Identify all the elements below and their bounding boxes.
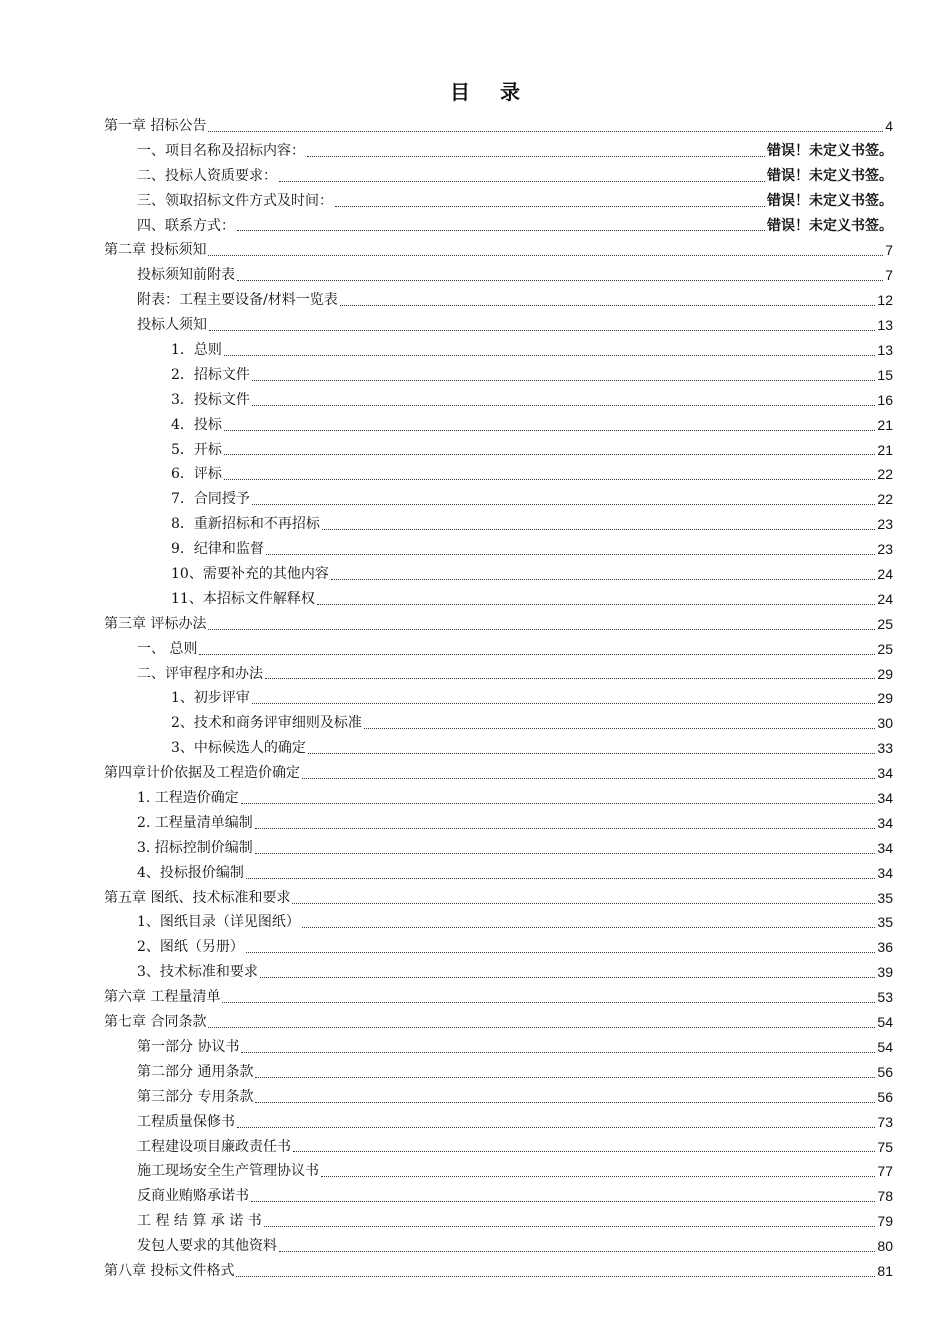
toc-page-number: 13 [877,342,893,358]
toc-entry-text: 工 程 结 算 承 诺 书 [137,1213,262,1230]
toc-leader-dots [246,952,876,953]
toc-leader-dots [322,529,876,530]
toc-entry-text: 第一部分 协议书 [137,1038,240,1055]
toc-page-number: 53 [877,989,893,1006]
toc-entry-text: 6．评标 [171,466,222,483]
toc-page-number: 79 [877,1213,893,1230]
toc-leader-dots [321,1176,875,1177]
toc-entry-text: 8．重新招标和不再招标 [171,516,320,533]
toc-entry-text: 第二章 投标须知 [104,242,207,259]
toc-leader-dots [307,156,765,157]
toc-entry-text: 工程质量保修书 [137,1113,235,1130]
toc-leader-dots [224,479,876,480]
toc-page-number: 24 [877,590,893,607]
toc-page-number: 36 [877,939,893,956]
toc-page-number: 34 [877,790,893,807]
toc-entry-text: 一、 总则 [137,640,198,657]
toc-entry[interactable] [104,686,893,711]
toc-entry-text: 2、图纸（另册） [137,939,244,956]
toc-leader-dots [208,1027,875,1028]
toc-entry[interactable] [104,537,893,562]
toc-entry[interactable] [104,1110,893,1135]
toc-leader-dots [293,1151,875,1152]
toc-entry-text: 第四章计价依据及工程造价确定 [104,765,300,782]
toc-entry[interactable] [104,189,893,214]
toc-page-number: 4 [885,117,893,134]
toc-entry[interactable] [104,214,893,239]
toc-leader-dots [237,280,883,281]
toc-entry-text: 9．纪律和监督 [171,541,264,558]
toc-entry-text: 1. 工程造价确定 [137,790,239,807]
toc-entry-text: 3. 招标控制价编制 [137,839,253,856]
toc-page-number: 22 [877,491,893,508]
toc-entry[interactable] [104,288,893,313]
toc-page-number: 56 [877,1063,893,1080]
toc-entry-text: 3．投标文件 [171,391,250,408]
toc-entry[interactable] [104,363,893,388]
toc-entry-text: 投标须知前附表 [137,267,235,284]
toc-entry[interactable] [104,836,893,861]
toc-entry[interactable] [104,1010,893,1035]
toc-entry-text: 7．合同授予 [171,491,250,508]
toc-page-number: 错误！未定义书签。 [767,167,893,184]
toc-entry[interactable] [104,487,893,512]
toc-entry[interactable] [104,612,893,637]
toc-entry-text: 投标人须知 [137,317,207,334]
toc-entry[interactable] [104,736,893,761]
toc-leader-dots [302,778,875,779]
toc-entry-text: 二、评审程序和办法 [137,665,263,682]
toc-page-number: 33 [877,740,893,757]
toc-entry-text: 3、中标候选人的确定 [171,740,306,757]
toc-leader-dots [279,1251,875,1252]
toc-leader-dots [340,305,876,306]
toc-page-number: 34 [877,864,893,881]
toc-entry[interactable] [104,1135,893,1160]
toc-entry-text: 发包人要求的其他资料 [137,1238,277,1255]
toc-page-number: 35 [877,914,893,931]
toc-leader-dots [237,1127,875,1128]
toc-leader-dots [255,1077,875,1078]
toc-entry[interactable] [104,238,893,263]
toc-page-number: 78 [877,1188,893,1205]
toc-leader-dots [222,1002,875,1003]
toc-leader-dots [279,181,765,182]
toc-entry-text: 第一章 招标公告 [104,117,207,134]
toc-page-number: 22 [877,466,893,483]
toc-leader-dots [302,927,876,928]
toc-leader-dots [208,255,883,256]
toc-page-number: 错误！未定义书签。 [767,142,893,159]
toc-page-number: 56 [877,1088,893,1105]
toc-entry[interactable] [104,786,893,811]
toc-page-number: 错误！未定义书签。 [767,217,893,234]
toc-entry-text: 3、技术标准和要求 [137,964,258,981]
toc-page-number: 7 [885,267,893,284]
toc-leader-dots [224,430,876,431]
toc-entry-text: 第七章 合同条款 [104,1014,207,1031]
toc-entry-text: 1、初步评审 [171,690,250,707]
toc-entry-text: 1．总则 [171,342,222,358]
toc-entry[interactable] [104,662,893,687]
toc-entry[interactable] [104,562,893,587]
toc-leader-dots [255,828,876,829]
toc-leader-dots [292,903,875,904]
toc-page-number: 34 [877,814,893,831]
toc-page-number: 54 [877,1038,893,1055]
toc-entry[interactable] [104,935,893,960]
toc-leader-dots [246,878,876,879]
toc-page-number: 12 [877,292,893,309]
toc-page-number: 30 [877,715,893,732]
toc-page-number: 54 [877,1014,893,1031]
toc-leader-dots [241,1052,875,1053]
toc-page-number: 39 [877,964,893,981]
toc-entry[interactable] [104,1060,893,1085]
toc-page-number: 23 [877,516,893,533]
toc-entry[interactable] [104,263,893,288]
toc-page-number: 35 [877,889,893,906]
toc-entry-text: 第二部分 通用条款 [137,1063,254,1080]
toc-entry-text: 第三章 评标办法 [104,615,207,632]
toc-leader-dots [252,703,876,704]
toc-entry-text: 2. 工程量清单编制 [137,814,253,831]
toc-entry[interactable] [104,139,893,164]
toc-page-number: 73 [877,1113,893,1130]
table-of-contents [104,114,893,1284]
toc-page-number: 错误！未定义书签。 [767,192,893,209]
toc-entry[interactable] [104,637,893,662]
toc-page-number: 75 [877,1138,893,1155]
toc-leader-dots [224,454,876,455]
toc-entry-text: 反商业贿赂承诺书 [137,1188,249,1205]
toc-leader-dots [331,579,876,580]
toc-leader-dots [252,405,876,406]
toc-page-number: 29 [877,690,893,707]
toc-entry-text: 三、领取招标文件方式及时间： [137,192,333,209]
toc-leader-dots [208,131,883,132]
toc-entry[interactable] [104,886,893,911]
toc-leader-dots [237,230,765,231]
toc-entry[interactable] [104,1159,893,1184]
toc-page-number: 29 [877,665,893,682]
toc-entry-text: 一、项目名称及招标内容： [137,142,305,159]
toc-entry-text: 施工现场安全生产管理协议书 [137,1163,319,1180]
toc-page-number: 24 [877,566,893,583]
toc-entry[interactable] [104,1209,893,1234]
toc-entry-text: 4．投标 [171,416,222,433]
toc-page-number: 34 [877,839,893,856]
toc-entry[interactable] [104,587,893,612]
toc-entry-text: 11、本招标文件解释权 [171,590,315,607]
toc-entry[interactable] [104,1259,893,1284]
toc-entry[interactable] [104,1085,893,1110]
toc-page-number: 16 [877,391,893,408]
toc-entry-text: 第三部分 专用条款 [137,1088,254,1105]
toc-entry[interactable] [104,761,893,786]
toc-leader-dots [260,977,876,978]
toc-entry[interactable] [104,1184,893,1209]
toc-leader-dots [317,604,876,605]
toc-leader-dots [252,504,876,505]
toc-leader-dots [199,654,875,655]
toc-entry-text: 第六章 工程量清单 [104,989,221,1006]
toc-entry[interactable] [104,462,893,487]
toc-leader-dots [255,1102,875,1103]
toc-entry-text: 四、联系方式： [137,217,235,234]
toc-entry[interactable] [104,711,893,736]
toc-page-number: 80 [877,1238,893,1255]
toc-entry-text: 5．开标 [171,441,222,458]
toc-entry[interactable] [104,960,893,985]
toc-leader-dots [236,1276,875,1277]
toc-entry-text: 2．招标文件 [171,366,250,383]
toc-leader-dots [209,330,875,331]
toc-entry[interactable] [104,512,893,537]
toc-page-number: 21 [877,441,893,458]
toc-entry[interactable] [104,388,893,413]
toc-entry[interactable] [104,338,893,363]
toc-leader-dots [208,629,875,630]
toc-leader-dots [335,206,765,207]
toc-entry[interactable] [104,1234,893,1259]
toc-entry-text: 附表：工程主要设备/材料一览表 [137,292,338,309]
toc-entry[interactable] [104,861,893,886]
toc-page-number: 21 [877,416,893,433]
toc-entry-text: 10、需要补充的其他内容 [171,566,329,583]
toc-leader-dots [364,728,876,729]
toc-page-number: 25 [877,615,893,632]
toc-leader-dots [255,853,876,854]
toc-entry-text: 第八章 投标文件格式 [104,1262,235,1279]
toc-entry[interactable] [104,438,893,463]
toc-page-number: 25 [877,640,893,657]
toc-entry-text: 工程建设项目廉政责任书 [137,1138,291,1155]
toc-title: 目录 [450,80,550,104]
toc-entry-text: 第五章 图纸、技术标准和要求 [104,889,291,906]
toc-entry[interactable] [104,313,893,338]
toc-leader-dots [252,380,876,381]
toc-page-number: 15 [877,366,893,383]
toc-leader-dots [265,678,875,679]
toc-entry-text: 4、投标报价编制 [137,864,244,881]
toc-page-number: 7 [885,242,893,259]
toc-leader-dots [224,355,876,356]
toc-entry[interactable] [104,413,893,438]
toc-entry[interactable] [104,114,893,139]
toc-leader-dots [251,1201,875,1202]
toc-leader-dots [266,554,876,555]
toc-leader-dots [308,753,876,754]
toc-entry-text: 2、技术和商务评审细则及标准 [171,715,362,732]
toc-leader-dots [264,1226,876,1227]
toc-leader-dots [241,803,876,804]
toc-entry[interactable] [104,911,893,936]
toc-entry[interactable] [104,985,893,1010]
toc-page-number: 81 [877,1262,893,1279]
toc-entry[interactable] [104,1035,893,1060]
toc-entry-text: 1、图纸目录（详见图纸） [137,914,300,931]
toc-entry[interactable] [104,811,893,836]
toc-page-number: 77 [877,1163,893,1180]
toc-page-number: 13 [877,317,893,334]
toc-entry[interactable] [104,164,893,189]
toc-page-number: 23 [877,541,893,558]
toc-page-number: 34 [877,765,893,782]
toc-entry-text: 二、投标人资质要求： [137,167,277,184]
